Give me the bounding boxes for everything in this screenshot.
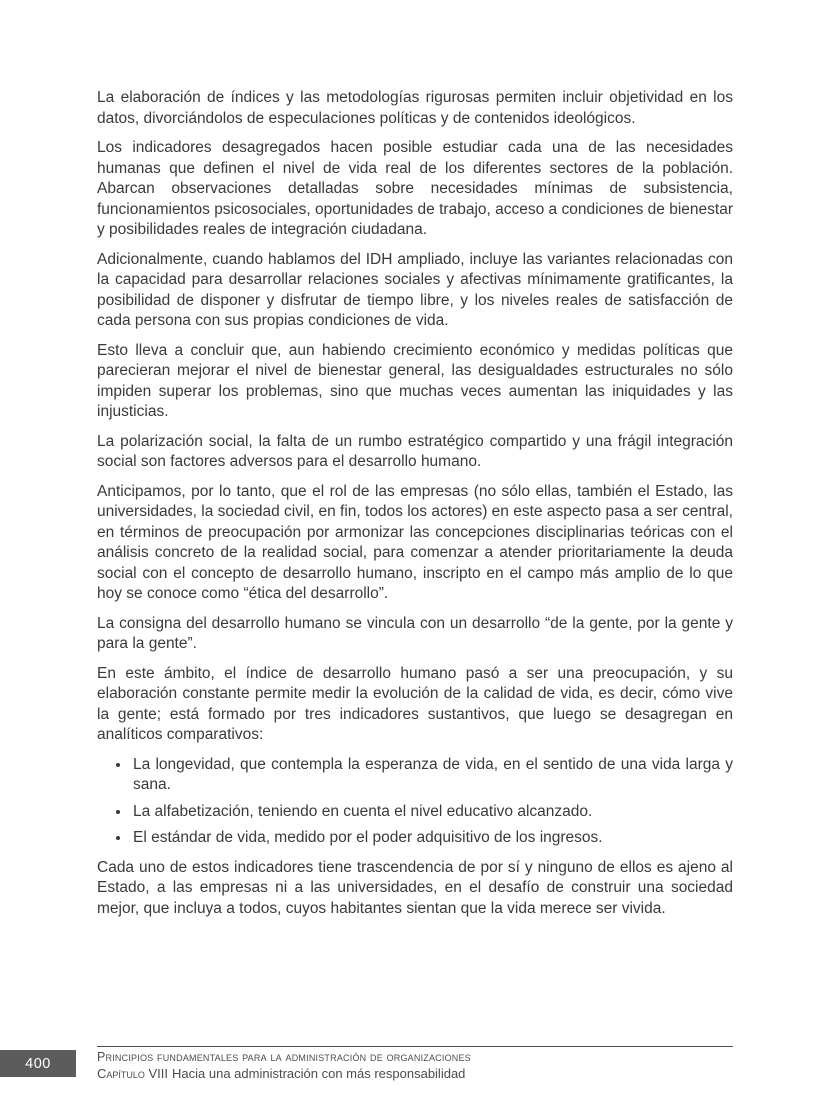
paragraph: Adicionalmente, cuando hablamos del IDH ampliado, incluye las variantes relacionadas con la capacidad para desarrollar relaciones sociales y afectivas mínimamente gratificantes, la posibilidad de disponer y disfrutar de tiempo libre, y los niveles reales de satisfacción de cada persona con sus propias condiciones de vida. <box>97 250 733 329</box>
paragraph: Cada uno de estos indicadores tiene trascendencia de por sí y ninguno de ellos es ajeno al Estado, a las empresas ni a las universidades, en el desafío de construir una sociedad mejor, que incluya a todos, cuyos habitantes sientan que la vida merece ser vivida. <box>97 858 733 917</box>
paragraph: La polarización social, la falta de un rumbo estratégico compartido y una frágil integración social son factores adversos para el desarrollo humano. <box>97 432 733 470</box>
book-title: Principios fundamentales para la administración de organizaciones <box>97 1050 471 1064</box>
page-body-text <box>97 88 733 928</box>
list-item: • La alfabetización, teniendo en cuenta el nivel educativo alcanzado. <box>131 802 733 823</box>
indicator-list <box>97 755 733 849</box>
page-number-badge <box>0 1050 76 1077</box>
paragraph: La consigna del desarrollo humano se vincula con un desarrollo “de la gente, por la gente y para la gente”. <box>97 614 733 652</box>
paragraph: Los indicadores desagregados hacen posible estudiar cada una de las necesidades humanas que definen el nivel de vida real de los diferentes sectores de la población. Abarcan observaciones detalladas sobre necesidades mínimas de subsistencia, funcionamientos psicosociales, oportunidades de trabajo, acceso a condiciones de bienestar y posibilidades reales de integración ciudadana. <box>97 139 733 238</box>
paragraph: Esto lleva a concluir que, aun habiendo crecimiento económico y medidas políticas que parecieran mejorar el nivel de bienestar general, las desigualdades estructurales no sólo impiden superar los problemas, sino que muchas veces aumentan las iniquidades y las injusticias. <box>97 341 733 420</box>
footer-text-block <box>97 1046 733 1082</box>
page-footer <box>0 1046 828 1092</box>
chapter-label: Capítulo VIII <box>97 1066 169 1081</box>
paragraph: En este ámbito, el índice de desarrollo humano pasó a ser una preocupación, y su elaboración constante permite medir la evolución de la calidad de vida, es decir, cómo vive la gente; está formado por tres indicadores sustantivos, que luego se desagregan en analíticos comparativos: <box>97 664 733 743</box>
page-number: 400 <box>25 1055 51 1072</box>
paragraph: La elaboración de índices y las metodologías rigurosas permiten incluir objetividad en los datos, divorciándolos de especulaciones políticas y de contenidos ideológicos. <box>97 89 733 127</box>
list-item: • El estándar de vida, medido por el poder adquisitivo de los ingresos. <box>131 828 733 849</box>
list-item: • La longevidad, que contempla la esperanza de vida, en el sentido de una vida larga y sana. <box>131 755 733 796</box>
paragraph: Anticipamos, por lo tanto, que el rol de las empresas (no sólo ellas, también el Estado, las universidades, la sociedad civil, en fin, todos los actores) en este aspecto pasa a ser central, en términos de preocupación por armonizar las concepciones disciplinarias teóricas con el análisis concreto de la realidad social, para comenzar a atender prioritariamente la deuda social con el concepto de desarrollo humano, inscripto en el campo más amplio de lo que hoy se conoce como “ética del desarrollo”. <box>97 482 733 602</box>
chapter-line <box>97 1066 733 1082</box>
chapter-title: Hacia una administración con más responsabilidad <box>172 1066 466 1081</box>
